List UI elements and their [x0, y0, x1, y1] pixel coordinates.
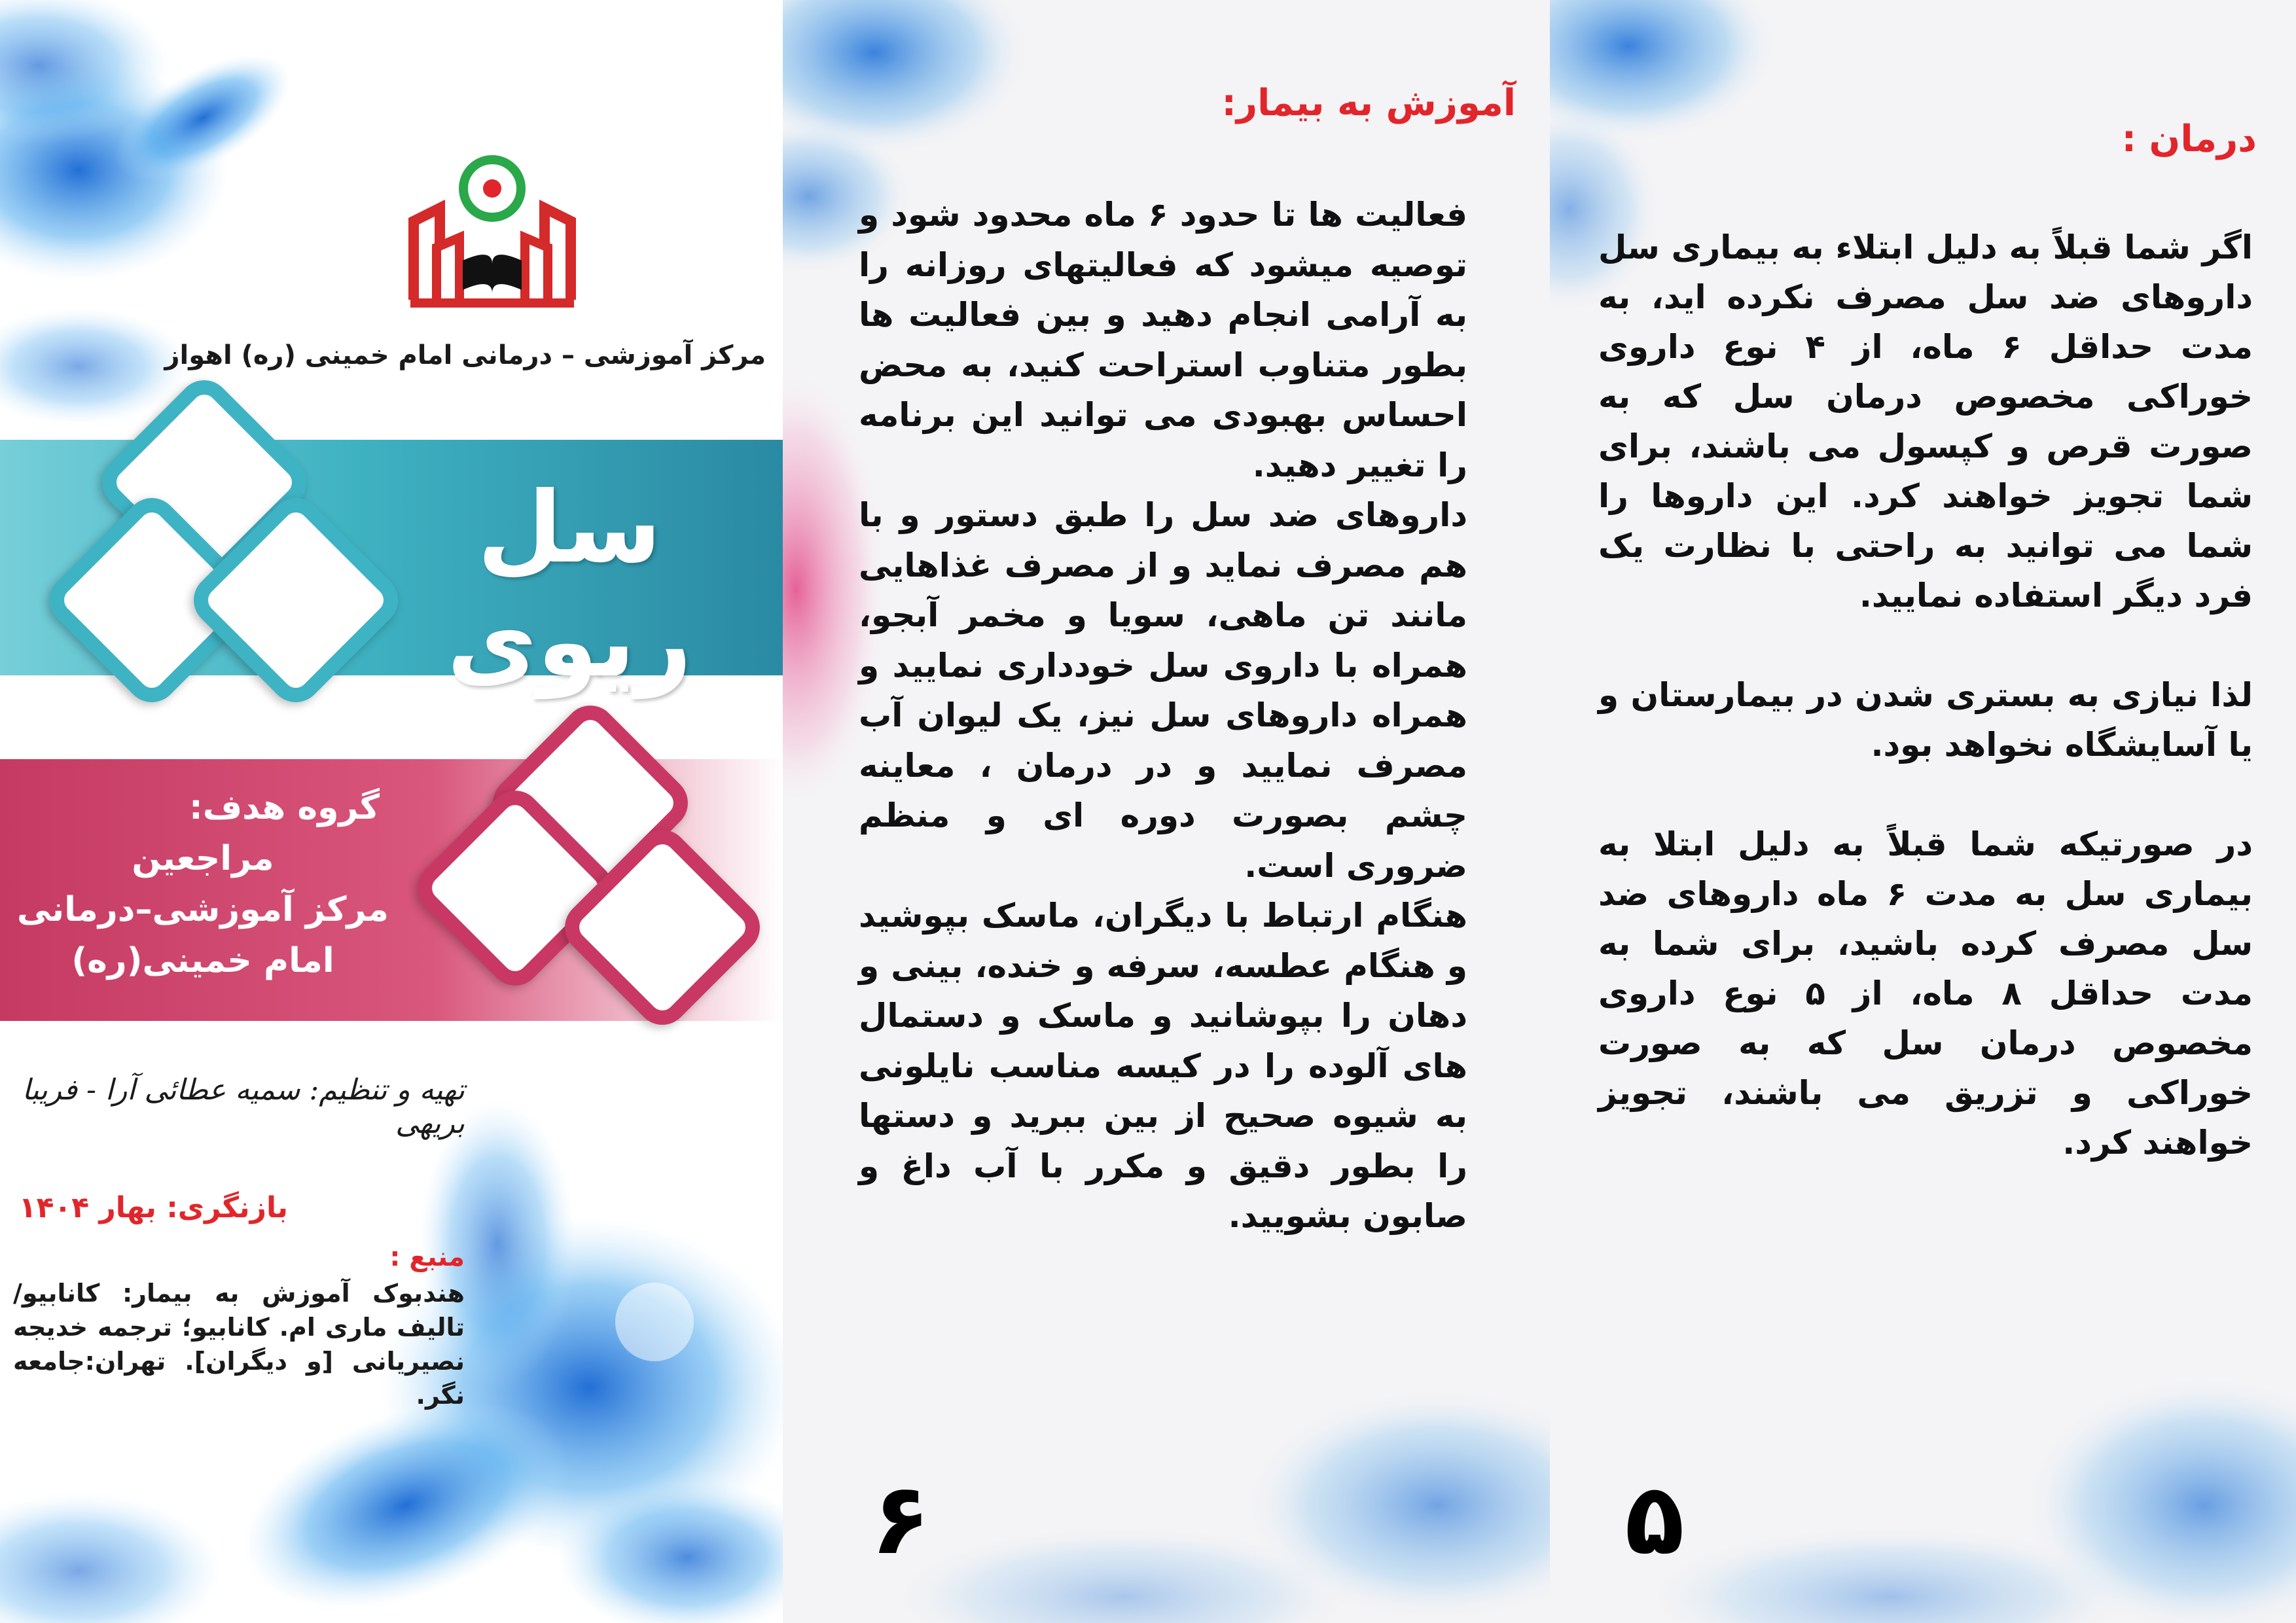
source-label: منبع :: [389, 1242, 465, 1272]
paragraph: اگر شما قبلاً به دلیل ابتلاء به بیماری سل داروهای ضد سل مصرف نکرده اید، به مدت حداقل ۶ ماه، از ۴ نوع داروی خوراکی مخصوص درمان سل که به صورت قرص و کپسول می باشند، برای شما تجویز خواهند کرد. این داروها را شما می توانید به راحتی با نظارت یک فرد دیگر استفاده نمایید.: [1598, 228, 2253, 615]
brochure-title: سل ریوی: [446, 471, 692, 699]
target-line: مراجعین: [132, 839, 274, 878]
page-six-body: [859, 190, 1467, 1241]
hospital-logo: [401, 149, 584, 313]
paragraph: در صورتیکه شما قبلاً به دلیل ابتلا به بیماری سل به مدت ۶ ماه داروهای ضد سل مصرف کرده باشید، برای شما به مدت حداقل ۸ ماه، از ۵ نوع داروی مخصوص درمان سل که به صورت خوراکی و تزریق می باشند، تجویز خواهند کرد.: [1598, 825, 2253, 1162]
target-line: امام خمینی(ره): [71, 941, 334, 980]
target-group: [13, 782, 393, 986]
page-six-panel: [783, 0, 1550, 1623]
paragraph: هنگام ارتباط با دیگران، ماسک بپوشید و هنگام عطسه، سرفه و خنده، بینی و دهان را بپوشانید و ماسک و دستمال های آلوده را در کیسه مناسب نایلونی به شیوه صحیح از بین ببرید و دستها را بطور دقیق و مکرر با آب داغ و صابون بشویید.: [859, 897, 1467, 1235]
section-heading: درمان :: [2121, 118, 2257, 160]
paragraph: لذا نیازی به بستری شدن در بیمارستان و یا آسایشگاه نخواهد بود.: [1598, 676, 2253, 764]
target-label: گروه هدف:: [188, 788, 380, 827]
prepared-by: تهیه و تنظیم: سمیه عطائی آرا - فریبا بریهی: [22, 1073, 465, 1140]
paragraph: فعالیت ها تا حدود ۶ ماه محدود شود و توصیه میشود که فعالیتهای روزانه را به آرامی انجام دهید و بین فعالیت ها بطور متناوب استراحت کنید، به محض احساس بهبودی می توانید این برنامه را تغییر دهید.: [859, 196, 1467, 484]
center-name: مرکز آموزشی – درمانی امام خمینی (ره) اهواز: [164, 340, 766, 370]
target-line: مرکز آموزشی–درمانی: [16, 890, 389, 929]
page-number: ۵: [1624, 1463, 1685, 1577]
section-heading: آموزش به بیمار:: [1221, 82, 1516, 124]
cover-panel: [0, 0, 783, 1623]
paragraph: داروهای ضد سل را طبق دستور و با هم مصرف نماید و از مصرف غذاهایی مانند تن ماهی، سویا و مخمر آبجو، همراه با داروی سل خودداری نمایید و همراه داروهای سل نیز، یک لیوان آب مصرف نمایید و در درمان ، معاینه چشم بصورت دوره ای و منظم ضروری است.: [859, 496, 1467, 885]
page-five-body: [1598, 223, 2253, 1168]
page-number: ۶: [870, 1463, 931, 1577]
page-five-panel: [1550, 0, 2296, 1623]
revision-date: بازنگری: بهار ۱۴۰۴: [18, 1191, 288, 1224]
source-text: هندبوک آموزش به بیمار: کانابیو/ تالیف ماری ام. کانابیو؛ ترجمه خدیجه نصیریانی [و دیگران]. تهران:جامعه نگر.: [13, 1279, 465, 1410]
